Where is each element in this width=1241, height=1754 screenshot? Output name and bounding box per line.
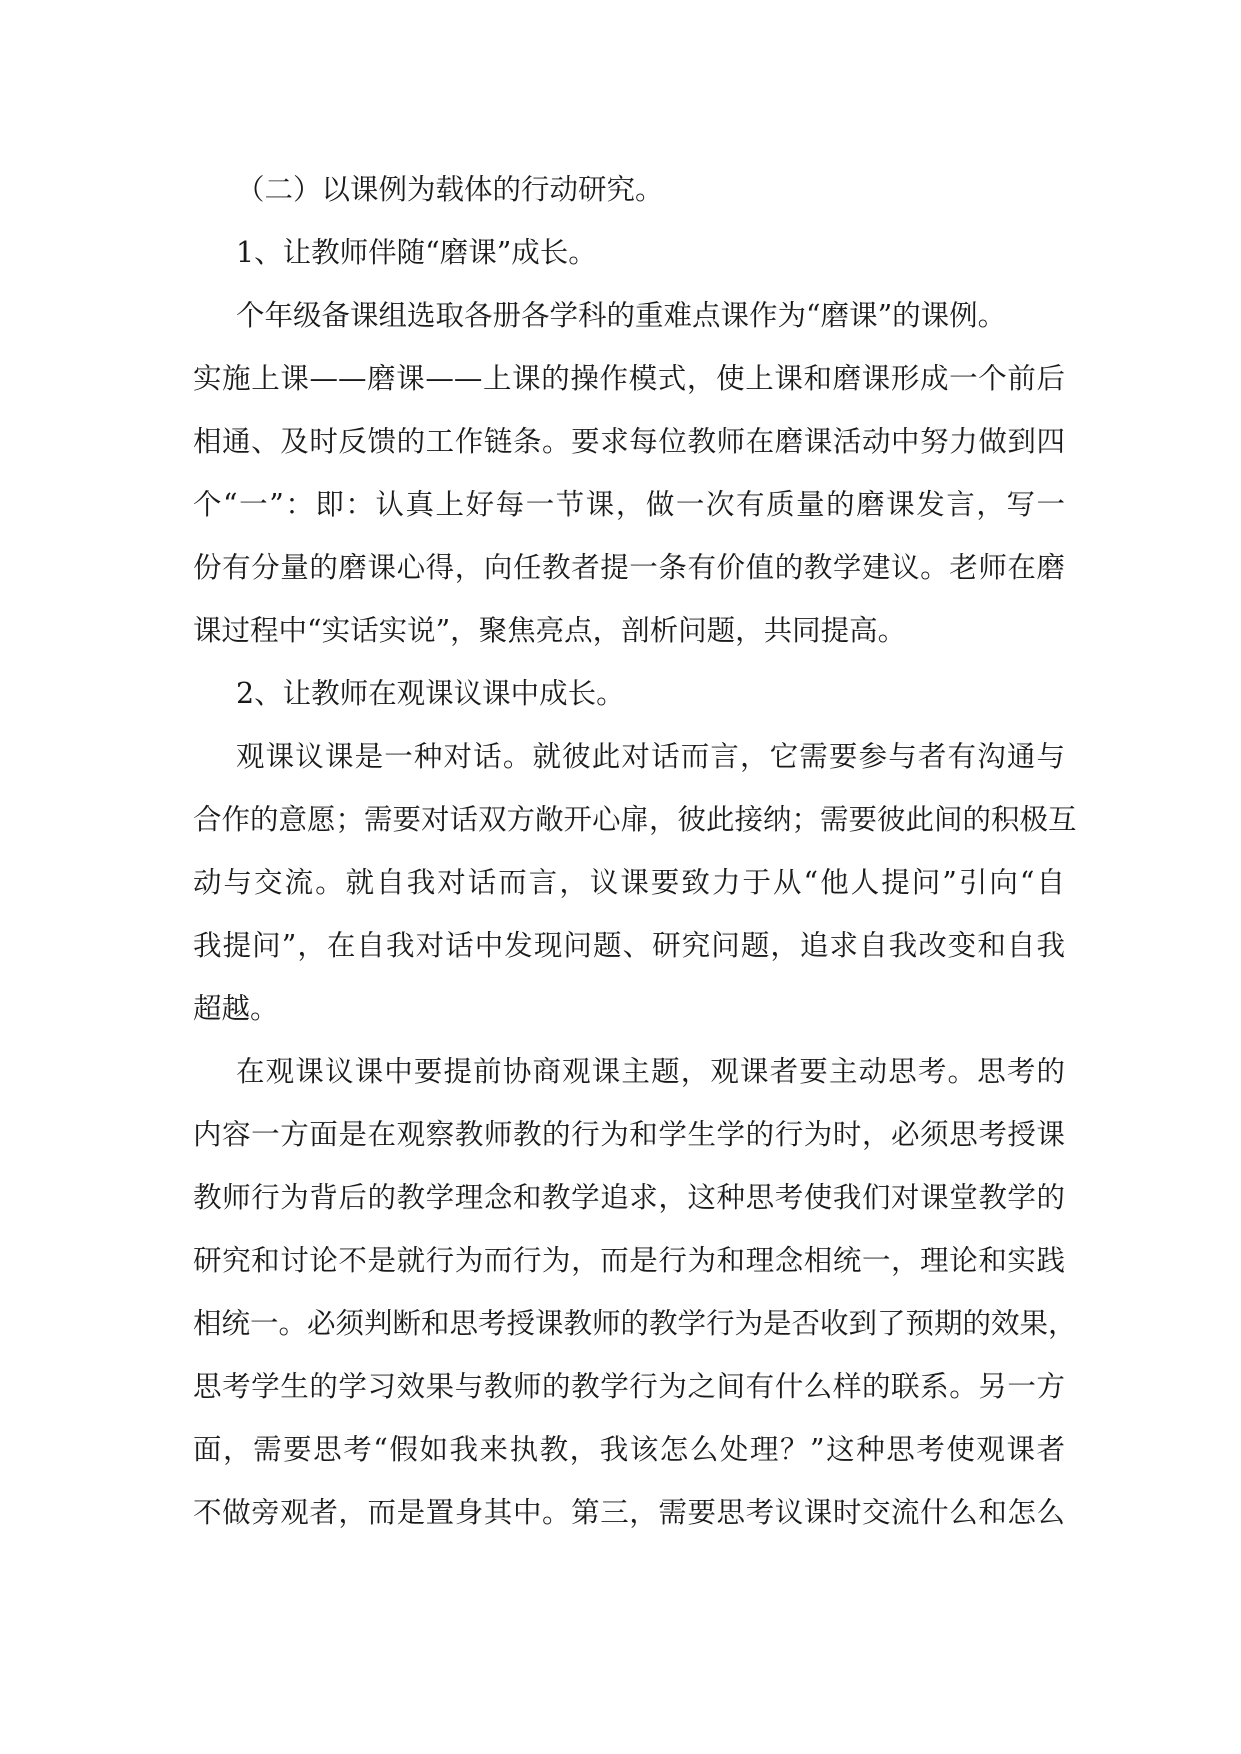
paragraph-line: 动与交流。就自我对话而言，议课要致力于从“他人提问”引向“自 [193,866,1065,899]
paragraph-line: 相统一。必须判断和思考授课教师的教学行为是否收到了预期的效果， [193,1307,1077,1340]
paragraph-line: 我提问”，在自我对话中发现问题、研究问题，追求自我改变和自我 [193,929,1065,962]
paragraph-line: 观课议课是一种对话。就彼此对话而言，它需要参与者有沟通与 [236,740,1065,773]
paragraph-line: 相通、及时反馈的工作链条。要求每位教师在磨课活动中努力做到四 [193,425,1065,458]
paragraph-line: 课过程中“实话实说”，聚焦亮点，剖析问题，共同提高。 [193,614,907,647]
subsection-heading: 1、让教师伴随“磨课”成长。 [236,236,597,269]
section-heading: （二）以课例为载体的行动研究。 [236,173,664,206]
paragraph-line: 在观课议课中要提前协商观课主题，观课者要主动思考。思考的 [236,1055,1065,1088]
paragraph-line: 份有分量的磨课心得，向任教者提一条有价值的教学建议。老师在磨 [193,551,1065,584]
subsection-heading: 2、让教师在观课议课中成长。 [236,677,625,710]
paragraph-line: 不做旁观者，而是置身其中。第三，需要思考议课时交流什么和怎么 [193,1496,1065,1529]
paragraph-line: 面，需要思考“假如我来执教，我该怎么处理？”这种思考使观课者 [193,1433,1065,1466]
paragraph-line: 研究和讨论不是就行为而行为，而是行为和理念相统一，理论和实践 [193,1244,1065,1277]
paragraph-line: 教师行为背后的教学理念和教学追求，这种思考使我们对课堂教学的 [193,1181,1065,1214]
paragraph-line: 个“一”：即：认真上好每一节课，做一次有质量的磨课发言，写一 [193,488,1065,521]
paragraph-line: 思考学生的学习效果与教师的教学行为之间有什么样的联系。另一方 [193,1370,1065,1403]
paragraph-line: 超越。 [193,992,279,1025]
paragraph-line: 实施上课——磨课——上课的操作模式，使上课和磨课形成一个前后 [193,362,1065,395]
document-body [193,158,1077,1544]
paragraph-line: 内容一方面是在观察教师教的行为和学生学的行为时，必须思考授课 [193,1118,1065,1151]
paragraph-line: 个年级备课组选取各册各学科的重难点课作为“磨课”的课例。 [236,299,1007,332]
paragraph-line: 合作的意愿；需要对话双方敞开心扉，彼此接纳；需要彼此间的积极互 [193,803,1077,836]
